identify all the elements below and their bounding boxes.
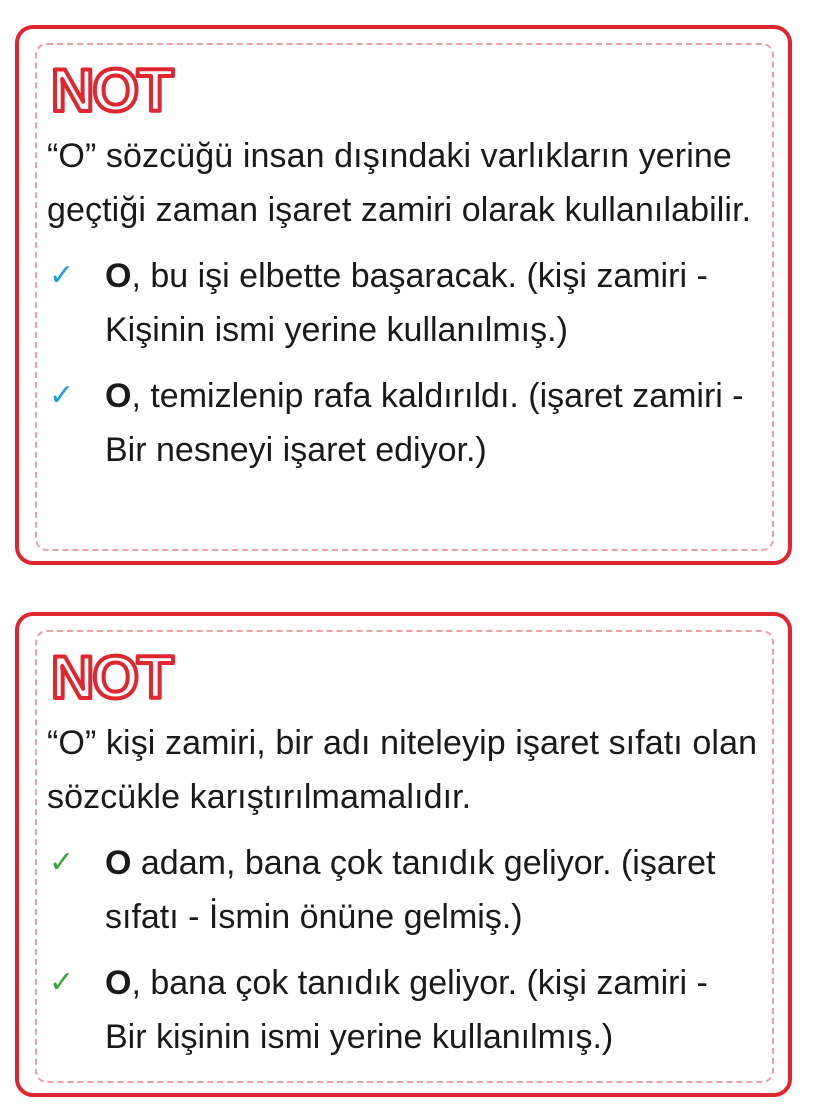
note-content — [47, 644, 758, 1064]
example-keyword: O — [105, 257, 132, 295]
example-keyword: O — [105, 964, 132, 1002]
check-icon: ✓ — [49, 378, 75, 413]
note-box-2 — [15, 612, 792, 1097]
note-intro: “O” sözcüğü insan dışındaki varlıkların yerine geçtiği zaman işaret zamiri olarak kullanılabilir. — [47, 137, 752, 229]
example-item — [47, 956, 758, 1064]
note-title — [47, 57, 758, 119]
example-item — [47, 249, 758, 357]
note-intro: “O” kişi zamiri, bir adı niteleyip işaret sıfatı olan sözcükle karıştırılmamalıdır. — [47, 724, 758, 816]
check-icon: ✓ — [49, 258, 75, 293]
not-title-graphic — [47, 644, 207, 706]
example-item — [47, 836, 758, 944]
example-text: , temizlenip rafa kaldırıldı. (işaret zamiri - Bir nesneyi işaret ediyor.) — [105, 377, 744, 469]
note-title — [47, 644, 758, 706]
note-title-text: NOT — [51, 644, 172, 706]
example-item — [47, 369, 758, 477]
example-text: , bana çok tanıdık geliyor. (kişi zamiri - Bir kişinin ismi yerine kullanılmış.) — [105, 964, 708, 1056]
check-icon: ✓ — [49, 965, 75, 1000]
note-content — [47, 57, 758, 477]
example-keyword: O — [105, 377, 132, 415]
example-keyword: O — [105, 844, 132, 882]
example-text: , bu işi elbette başaracak. (kişi zamiri - Kişinin ismi yerine kullanılmış.) — [105, 257, 708, 349]
note-box-1 — [15, 25, 792, 565]
note-title-text: NOT — [51, 57, 172, 119]
example-text: adam, bana çok tanıdık geliyor. (işaret sıfatı - İsmin önüne gelmiş.) — [105, 844, 716, 936]
not-title-graphic — [47, 57, 207, 119]
check-icon: ✓ — [49, 845, 75, 880]
